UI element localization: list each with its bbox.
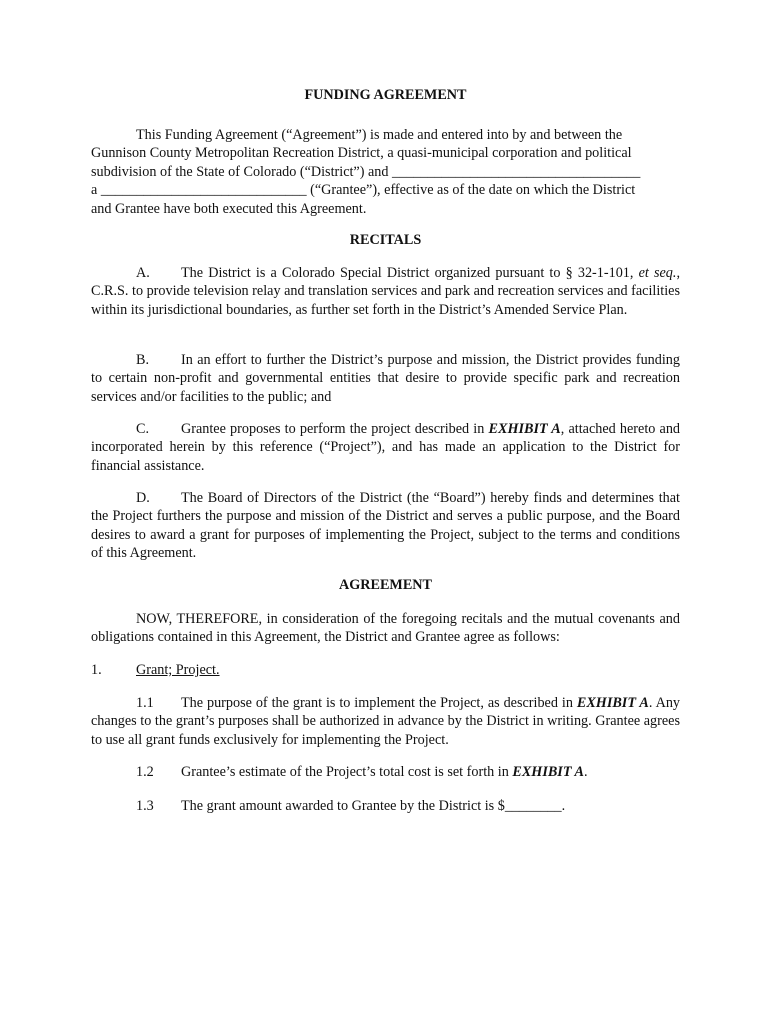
section-1-3: 1.3 The grant amount awarded to Grantee by the District is $________. [136,798,566,814]
agreement-heading: AGREEMENT [338,577,432,593]
section-title: Grant; Project. [136,662,220,678]
intro-line: Gunnison County Metropolitan Recreation District, a quasi-municipal corporation and political [91,145,632,162]
recital-label: B. [136,352,150,368]
section-1-1: 1.1 The purpose of the grant is to implement the Project, as described in EXHIBIT A. Any changes to the grant’s purposes shall be authorized in advance by the District in writing. Grantee agrees to use all grant funds exclusively for implementing the Project. [91,695,681,748]
subsection-number: 1.2 [136,764,154,780]
intro-line: a _____________________________ (“Grantee”), effective as of the date on which the District [91,182,636,199]
et-seq-text: et seq. [638,265,677,281]
recital-c: C. Grantee proposes to perform the project described in EXHIBIT A, attached hereto and incorporated herein by this reference (“Project”), and has made an application to the District for financial assistance. [91,421,681,474]
subsection-number: 1.3 [136,798,154,814]
intro-paragraph [91,126,680,218]
intro-line: and Grantee have both executed this Agreement. [91,200,367,217]
exhibit-a-reference: EXHIBIT A [512,764,584,780]
section-1-heading [91,661,680,679]
now-therefore-paragraph: NOW, THEREFORE, in consideration of the foregoing recitals and the mutual covenants and obligations contained in this Agreement, the District and Grantee agree as follows: [91,611,680,646]
exhibit-a-reference: EXHIBIT A [488,421,561,437]
recital-d: D. The Board of Directors of the District (the “Board”) hereby finds and determines that the Project furthers the purpose and mission of the District and serves a public purpose, and the Board desires to award a grant for purposes of implementing the Project, subject to the terms and conditions of this Agreement. [91,490,680,562]
exhibit-a-reference: EXHIBIT A [576,695,649,711]
intro-line: This Funding Agreement (“Agreement”) is made and entered into by and between the [136,127,623,143]
recitals-heading: RECITALS [349,232,422,248]
recital-label: C. [136,421,150,437]
subsection-number: 1.1 [136,695,154,711]
section-number: 1. [91,662,102,678]
recital-a: A. The District is a Colorado Special District organized pursuant to § 32-1-101, et seq., C.R.S. to provide television relay and translation services and park and recreation services and facilities within its jurisdictional boundaries, as further set forth in the District’s Amended Service Plan. [91,265,680,318]
recital-label: A. [136,265,150,281]
recital-label: D. [136,490,150,506]
intro-line: subdivision of the State of Colorado (“District”) and ___________________________________ [91,163,641,180]
document-title: FUNDING AGREEMENT [304,87,467,103]
recital-b: B. In an effort to further the District’s purpose and mission, the District provides funding to certain non-profit and governmental entities that desire to provide specific park and recreation services and/or facilities to the public; and [91,352,680,405]
section-1-2: 1.2 Grantee’s estimate of the Project’s total cost is set forth in EXHIBIT A. [136,764,588,780]
